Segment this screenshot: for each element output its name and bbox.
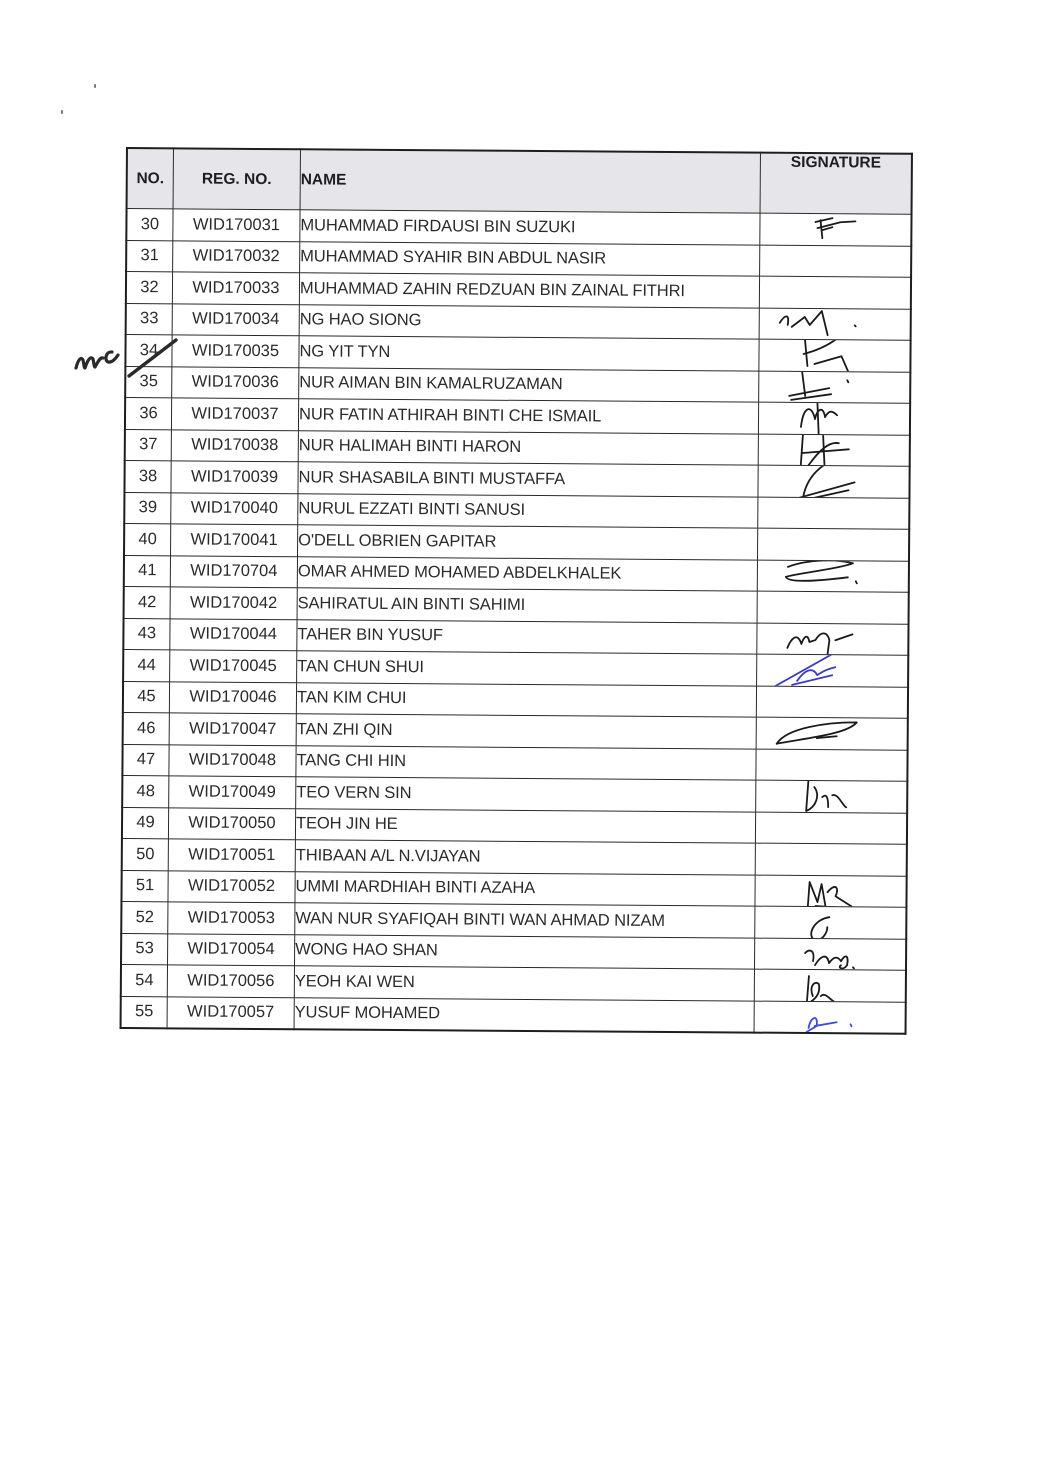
student-name: TAHER BIN YUSUF — [297, 619, 757, 654]
row-number: 37 — [125, 429, 172, 461]
handwritten-signature — [760, 213, 910, 246]
signature-stroke — [815, 218, 855, 238]
row-number: 45 — [123, 681, 170, 713]
student-name: YEOH KAI WEN — [294, 966, 754, 1001]
row-number: 43 — [123, 618, 170, 650]
student-name: NG YIT TYN — [299, 336, 759, 371]
handwritten-signature — [754, 1001, 904, 1034]
margin-note-handwriting — [72, 338, 132, 378]
reg-number: WID170044 — [170, 618, 297, 650]
header-name: NAME — [300, 149, 760, 213]
signature-cell — [757, 591, 909, 624]
row-number: 46 — [123, 712, 170, 744]
signature-stroke — [806, 781, 846, 811]
signature-stroke — [786, 560, 857, 583]
row-number: 30 — [126, 209, 173, 241]
student-name: NG HAO SIONG — [299, 304, 759, 339]
row-number: 53 — [121, 933, 168, 965]
handwritten-signature — [757, 623, 907, 656]
signature-stroke — [798, 465, 854, 498]
reg-number: WID170053 — [168, 902, 295, 934]
row-number: 32 — [126, 272, 173, 304]
handwritten-signature — [759, 434, 909, 467]
signature-cell — [754, 969, 906, 1002]
row-number: 42 — [124, 586, 171, 618]
student-name: TAN KIM CHUI — [296, 682, 756, 717]
signature-cell — [760, 213, 912, 246]
table-row — [121, 996, 906, 1034]
signature-cell — [758, 402, 910, 435]
header-no: NO. — [127, 148, 174, 209]
signature-stroke — [807, 1017, 852, 1031]
reg-number: WID170032 — [173, 240, 300, 272]
signature-stroke — [767, 654, 837, 687]
signature-stroke — [789, 371, 848, 400]
reg-number: WID170047 — [169, 713, 296, 745]
handwritten-signature — [755, 875, 905, 908]
student-name: MUHAMMAD FIRDAUSI BIN SUZUKI — [300, 210, 760, 245]
signature-cell — [756, 749, 908, 782]
reg-number: WID170038 — [171, 429, 298, 461]
handwritten-signature — [759, 371, 909, 404]
student-name: TEOH JIN HE — [295, 808, 755, 843]
student-name: TANG CHI HIN — [296, 745, 756, 780]
header-signature: SIGNATURE — [760, 153, 912, 215]
student-name: WONG HAO SHAN — [295, 934, 755, 969]
signature-stroke — [811, 917, 835, 939]
student-name: NURUL EZZATI BINTI SANUSI — [298, 493, 758, 528]
student-name: TEO VERN SIN — [296, 777, 756, 812]
header-reg-no: REG. NO. — [173, 148, 300, 209]
handwritten-signature — [756, 780, 906, 813]
reg-number: WID170037 — [171, 398, 298, 430]
signature-cell — [757, 623, 909, 656]
signature-cell — [755, 843, 907, 876]
reg-number: WID170046 — [169, 681, 296, 713]
signature-stroke — [801, 434, 849, 467]
student-name: TAN CHUN SHUI — [297, 651, 757, 686]
signature-cell — [755, 906, 907, 939]
row-number: 49 — [122, 807, 169, 839]
signature-stroke — [807, 976, 835, 1002]
reg-number: WID170036 — [172, 366, 299, 398]
student-name: SAHIRATUL AIN BINTI SAHIMI — [297, 588, 757, 623]
handwritten-signature — [759, 308, 909, 341]
row-number: 51 — [121, 870, 168, 902]
signature-cell — [759, 276, 911, 309]
signature-cell — [759, 339, 911, 372]
row-number: 31 — [126, 240, 173, 272]
reg-number: WID170042 — [170, 587, 297, 619]
reg-number: WID170050 — [168, 807, 295, 839]
signature-cell — [757, 528, 909, 561]
row-number: 38 — [124, 460, 171, 492]
attendance-table — [120, 147, 913, 1035]
reg-number: WID170034 — [172, 303, 299, 335]
signature-cell — [755, 875, 907, 908]
student-name: YUSUF MOHAMED — [294, 997, 754, 1032]
handwritten-signature — [757, 654, 907, 687]
student-name: WAN NUR SYAFIQAH BINTI WAN AHMAD NIZAM — [295, 903, 755, 938]
student-name: TAN ZHI QIN — [296, 714, 756, 749]
handwritten-signature — [755, 906, 905, 939]
reg-number: WID170704 — [170, 555, 297, 587]
reg-number: WID170048 — [169, 744, 296, 776]
attendance-sheet — [120, 147, 913, 1035]
row-number: 35 — [125, 366, 172, 398]
student-name: UMMI MARDHIAH BINTI AZAHA — [295, 871, 755, 906]
row-number: 54 — [121, 964, 168, 996]
signature-cell — [758, 465, 910, 498]
reg-number: WID170031 — [173, 209, 300, 241]
handwritten-signature — [759, 339, 909, 372]
handwritten-signature — [755, 938, 905, 971]
signature-stroke — [801, 402, 837, 435]
reg-number: WID170035 — [172, 335, 299, 367]
signature-cell — [758, 434, 910, 467]
student-name: O'DELL OBRIEN GAPITAR — [298, 525, 758, 560]
row-number: 40 — [124, 523, 171, 555]
reg-number: WID170040 — [171, 492, 298, 524]
student-name: NUR SHASABILA BINTI MUSTAFFA — [298, 462, 758, 497]
student-name: NUR HALIMAH BINTI HARON — [298, 430, 758, 465]
row-number: 34 — [125, 335, 172, 367]
reg-number: WID170033 — [172, 272, 299, 304]
row-number: 52 — [121, 901, 168, 933]
signature-cell — [759, 308, 911, 341]
reg-number: WID170057 — [167, 996, 294, 1029]
row-number: 44 — [123, 649, 170, 681]
row-number: 33 — [126, 303, 173, 335]
row-number: 36 — [125, 398, 172, 430]
scan-speck — [61, 110, 63, 114]
student-name: THIBAAN A/L N.VIJAYAN — [295, 840, 755, 875]
student-name: NUR AIMAN BIN KAMALRUZAMAN — [299, 367, 759, 402]
signature-stroke — [777, 722, 857, 745]
signature-cell — [757, 560, 909, 593]
reg-number: WID170049 — [169, 776, 296, 808]
signature-stroke — [780, 310, 856, 335]
scan-speck — [94, 84, 96, 88]
handwritten-signature — [758, 465, 908, 498]
table-header-row — [127, 148, 912, 214]
signature-cell — [757, 654, 909, 687]
reg-number: WID170054 — [168, 933, 295, 965]
row-number: 39 — [124, 492, 171, 524]
reg-number: WID170056 — [167, 965, 294, 997]
handwritten-signature — [755, 969, 905, 1002]
reg-number: WID170041 — [171, 524, 298, 556]
signature-cell — [756, 717, 908, 750]
reg-number: WID170045 — [170, 650, 297, 682]
handwritten-signature — [759, 402, 909, 435]
signature-stroke — [787, 633, 852, 656]
handwritten-signature — [756, 717, 906, 750]
student-name: NUR FATIN ATHIRAH BINTI CHE ISMAIL — [298, 399, 758, 434]
signature-cell — [755, 812, 907, 845]
signature-cell — [756, 686, 908, 719]
reg-number: WID170052 — [168, 870, 295, 902]
signature-cell — [758, 497, 910, 530]
row-number: 55 — [121, 996, 168, 1028]
row-number: 41 — [124, 555, 171, 587]
handwritten-signature — [758, 560, 908, 593]
row-number: 47 — [122, 744, 169, 776]
signature-cell — [754, 1001, 906, 1034]
signature-cell — [759, 371, 911, 404]
reg-number: WID170051 — [168, 839, 295, 871]
row-number: 48 — [122, 775, 169, 807]
student-name: MUHAMMAD ZAHIN REDZUAN BIN ZAINAL FITHRI — [299, 273, 759, 308]
reg-number: WID170039 — [171, 461, 298, 493]
student-name: MUHAMMAD SYAHIR BIN ABDUL NASIR — [300, 241, 760, 276]
row-number: 50 — [122, 838, 169, 870]
signature-cell — [760, 245, 912, 278]
student-name: OMAR AHMED MOHAMED ABDELKHALEK — [297, 556, 757, 591]
signature-stroke — [803, 339, 849, 372]
table-body — [121, 209, 912, 1034]
signature-stroke — [807, 882, 853, 908]
signature-cell — [756, 780, 908, 813]
strike-through-mark — [124, 336, 184, 382]
signature-cell — [754, 938, 906, 971]
signature-stroke — [805, 950, 854, 968]
